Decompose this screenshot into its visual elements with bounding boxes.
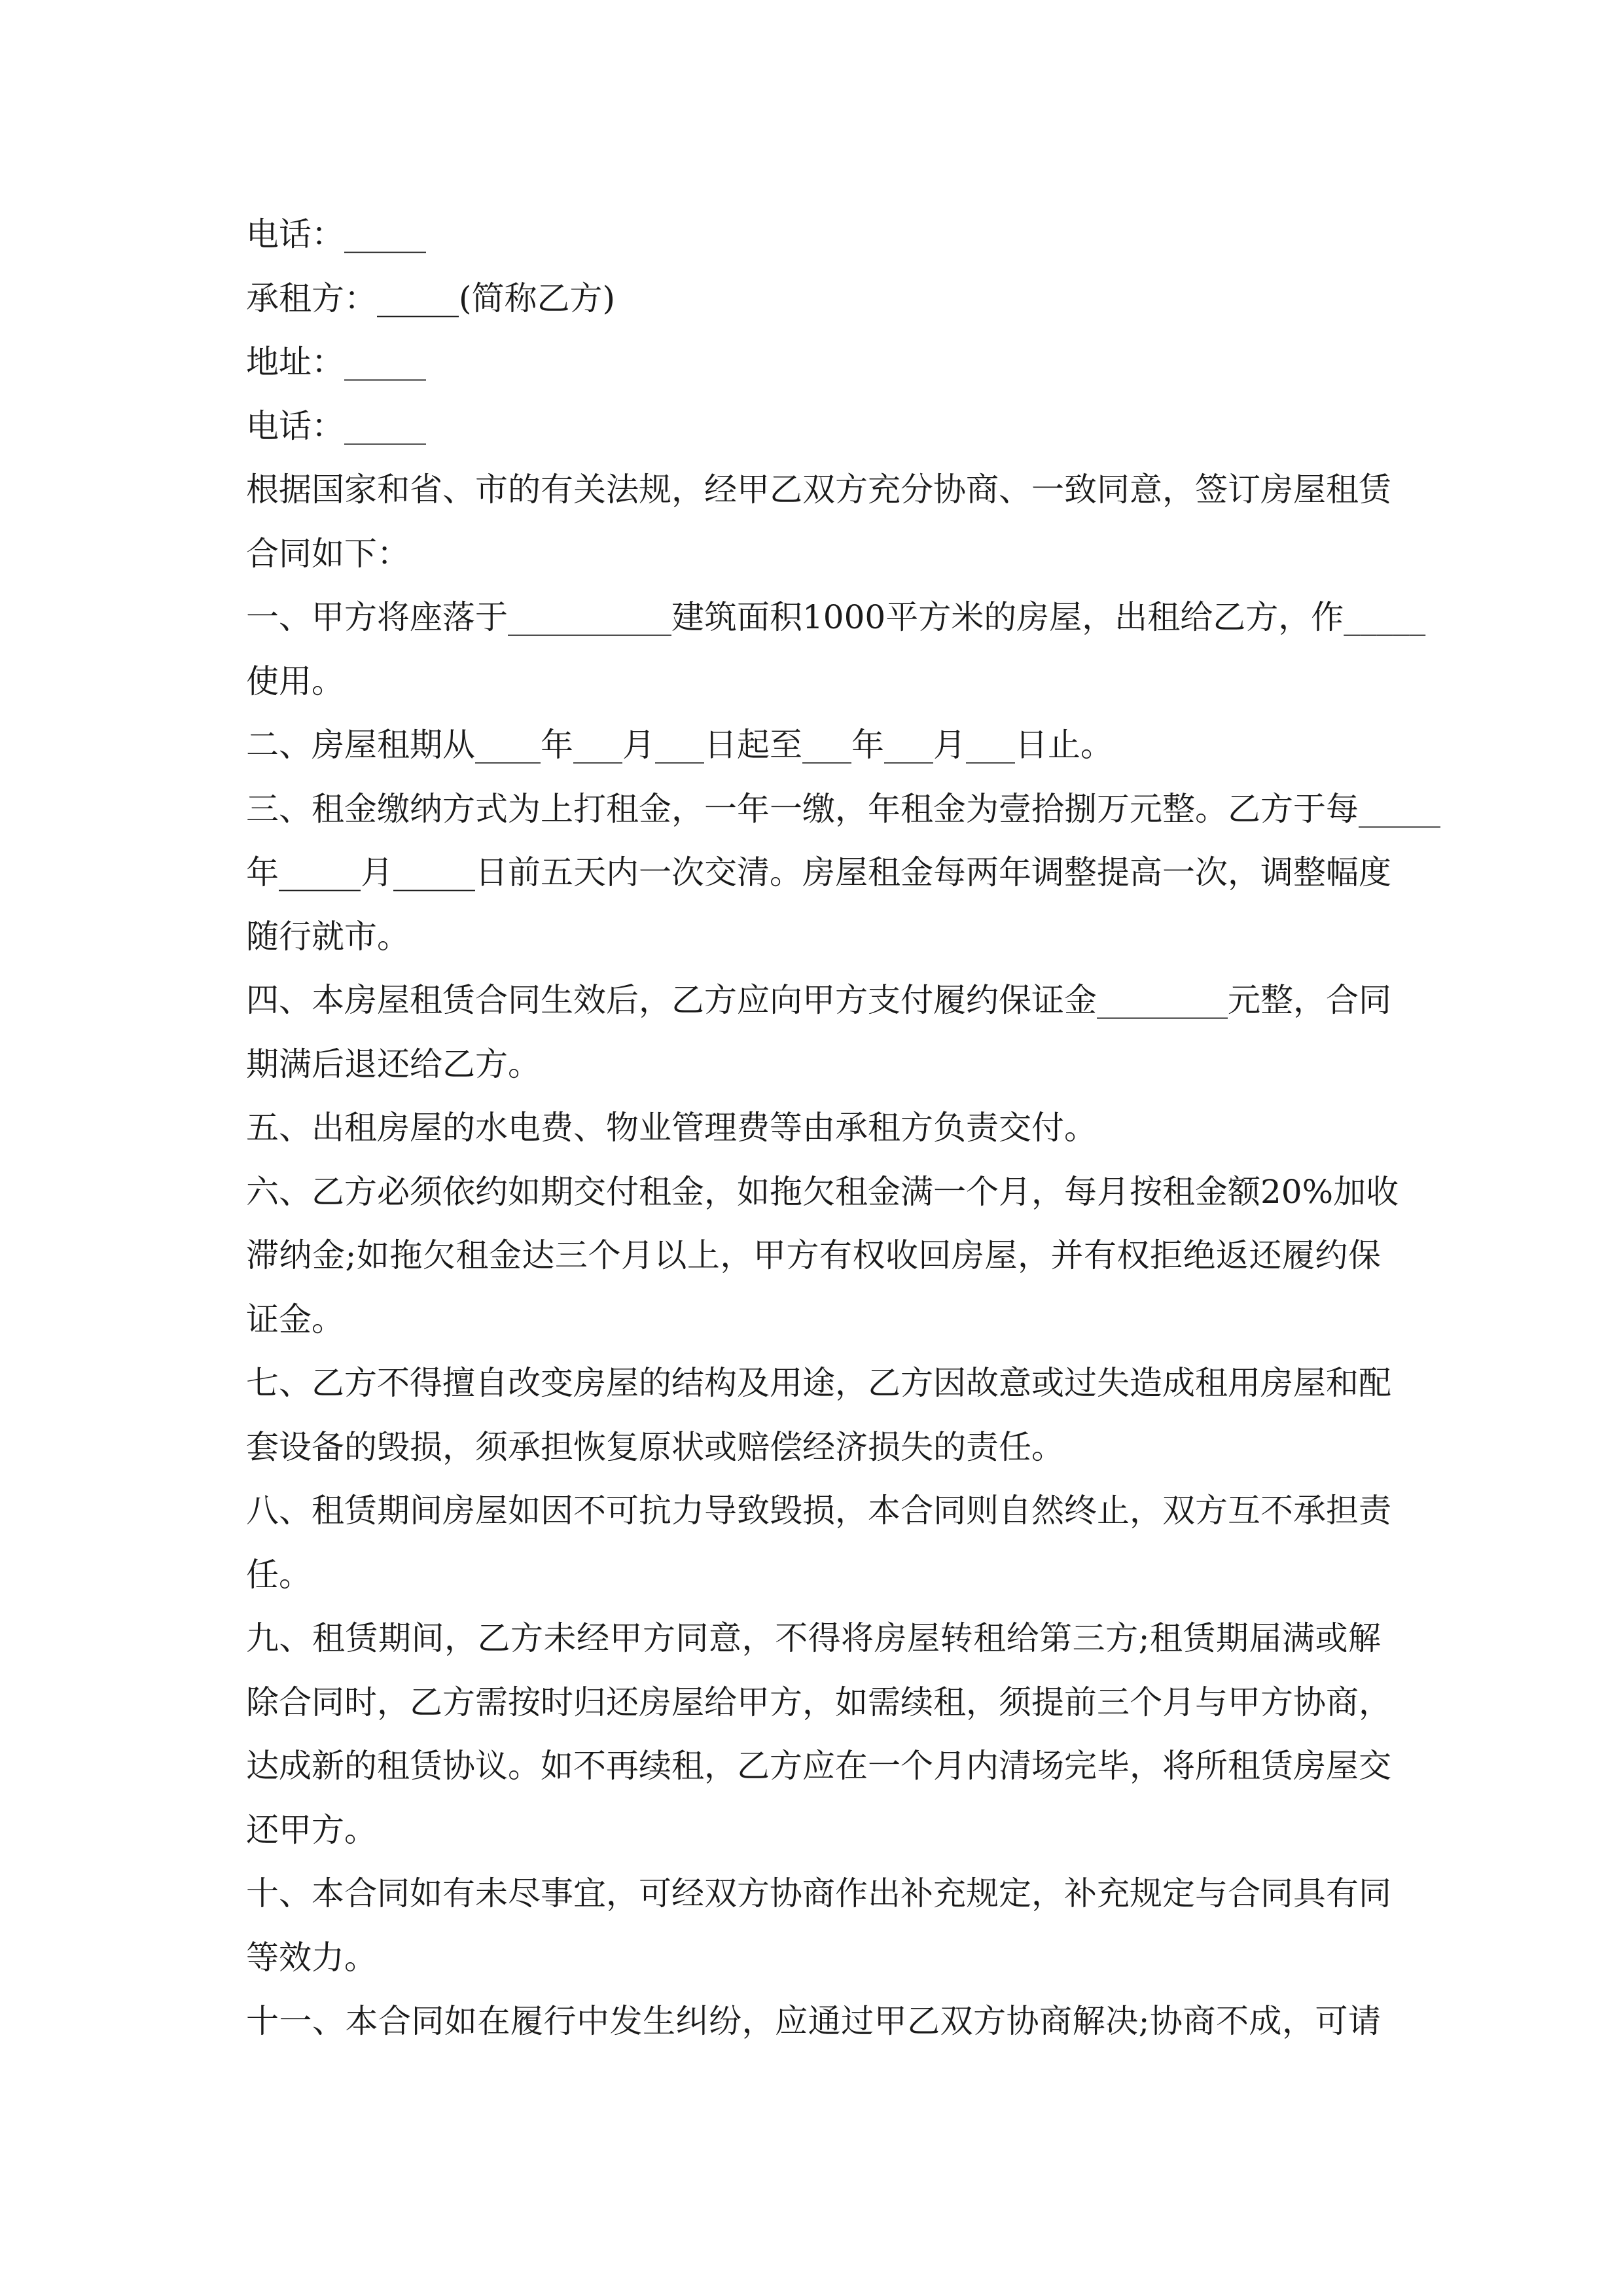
text-line: 套设备的毁损，须承担恢复原状或赔偿经济损失的责任。 bbox=[246, 1427, 1064, 1466]
text-line: 三、租金缴纳方式为上打租金，一年一缴，年租金为壹拾捌万元整。乙方于每_____ bbox=[246, 789, 1440, 828]
text-line: 等效力。 bbox=[246, 1938, 377, 1977]
text-line: 合同如下： bbox=[246, 534, 410, 573]
text-line: 除合同时，乙方需按时归还房屋给甲方，如需续租，须提前三个月与甲方协商， bbox=[246, 1683, 1391, 1721]
text-line: 达成新的租赁协议。如不再续租，乙方应在一个月内清场完毕，将所租赁房屋交 bbox=[246, 1747, 1391, 1785]
text-line: 证金。 bbox=[246, 1300, 344, 1338]
text-line: 根据国家和省、市的有关法规，经甲乙双方充分协商、一致同意，签订房屋租赁 bbox=[246, 471, 1391, 509]
text-line: 十、本合同如有未尽事宜，可经双方协商作出补充规定，补充规定与合同具有同 bbox=[246, 1874, 1391, 1912]
text-line: 六、乙方必须依约如期交付租金，如拖欠租金满一个月，每月按租金额20%加收 bbox=[246, 1172, 1399, 1211]
text-line: 年_____月_____日前五天内一次交清。房屋租金每两年调整提高一次，调整幅度 bbox=[246, 853, 1391, 891]
text-line: 八、租赁期间房屋如因不可抗力导致毁损，本合同则自然终止，双方互不承担责 bbox=[246, 1492, 1391, 1530]
text-line: 四、本房屋租赁合同生效后，乙方应向甲方支付履约保证金________元整，合同 bbox=[246, 981, 1391, 1019]
text-line: 七、乙方不得擅自改变房屋的结构及用途，乙方因故意或过失造成租用房屋和配 bbox=[246, 1364, 1391, 1402]
text-line: 承租方：_____(简称乙方) bbox=[246, 279, 616, 317]
text-line: 任。 bbox=[246, 1555, 312, 1594]
text-line: 电话：_____ bbox=[246, 406, 426, 445]
text-line: 使用。 bbox=[246, 662, 344, 700]
text-line: 十一、本合同如在履行中发生纠纷，应通过甲乙双方协商解决;协商不成，可请 bbox=[246, 2002, 1381, 2040]
text-line: 一、甲方将座落于__________建筑面积1000平方米的房屋，出租给乙方，作_____ bbox=[246, 598, 1426, 636]
text-line: 地址：_____ bbox=[246, 343, 426, 381]
contract-body bbox=[246, 203, 1440, 2054]
text-line: 电话：_____ bbox=[246, 215, 426, 253]
text-line: 期满后退还给乙方。 bbox=[246, 1045, 541, 1083]
text-line: 二、房屋租期从____年___月___日起至___年___月___日止。 bbox=[246, 726, 1113, 764]
text-line: 滞纳金;如拖欠租金达三个月以上，甲方有权收回房屋，并有权拒绝返还履约保 bbox=[246, 1236, 1381, 1274]
text-line: 还甲方。 bbox=[246, 1810, 377, 1849]
text-line: 九、租赁期间，乙方未经甲方同意，不得将房屋转租给第三方;租赁期届满或解 bbox=[246, 1619, 1381, 1657]
text-line: 随行就市。 bbox=[246, 917, 410, 956]
text-line: 五、出租房屋的水电费、物业管理费等由承租方负责交付。 bbox=[246, 1109, 1097, 1147]
